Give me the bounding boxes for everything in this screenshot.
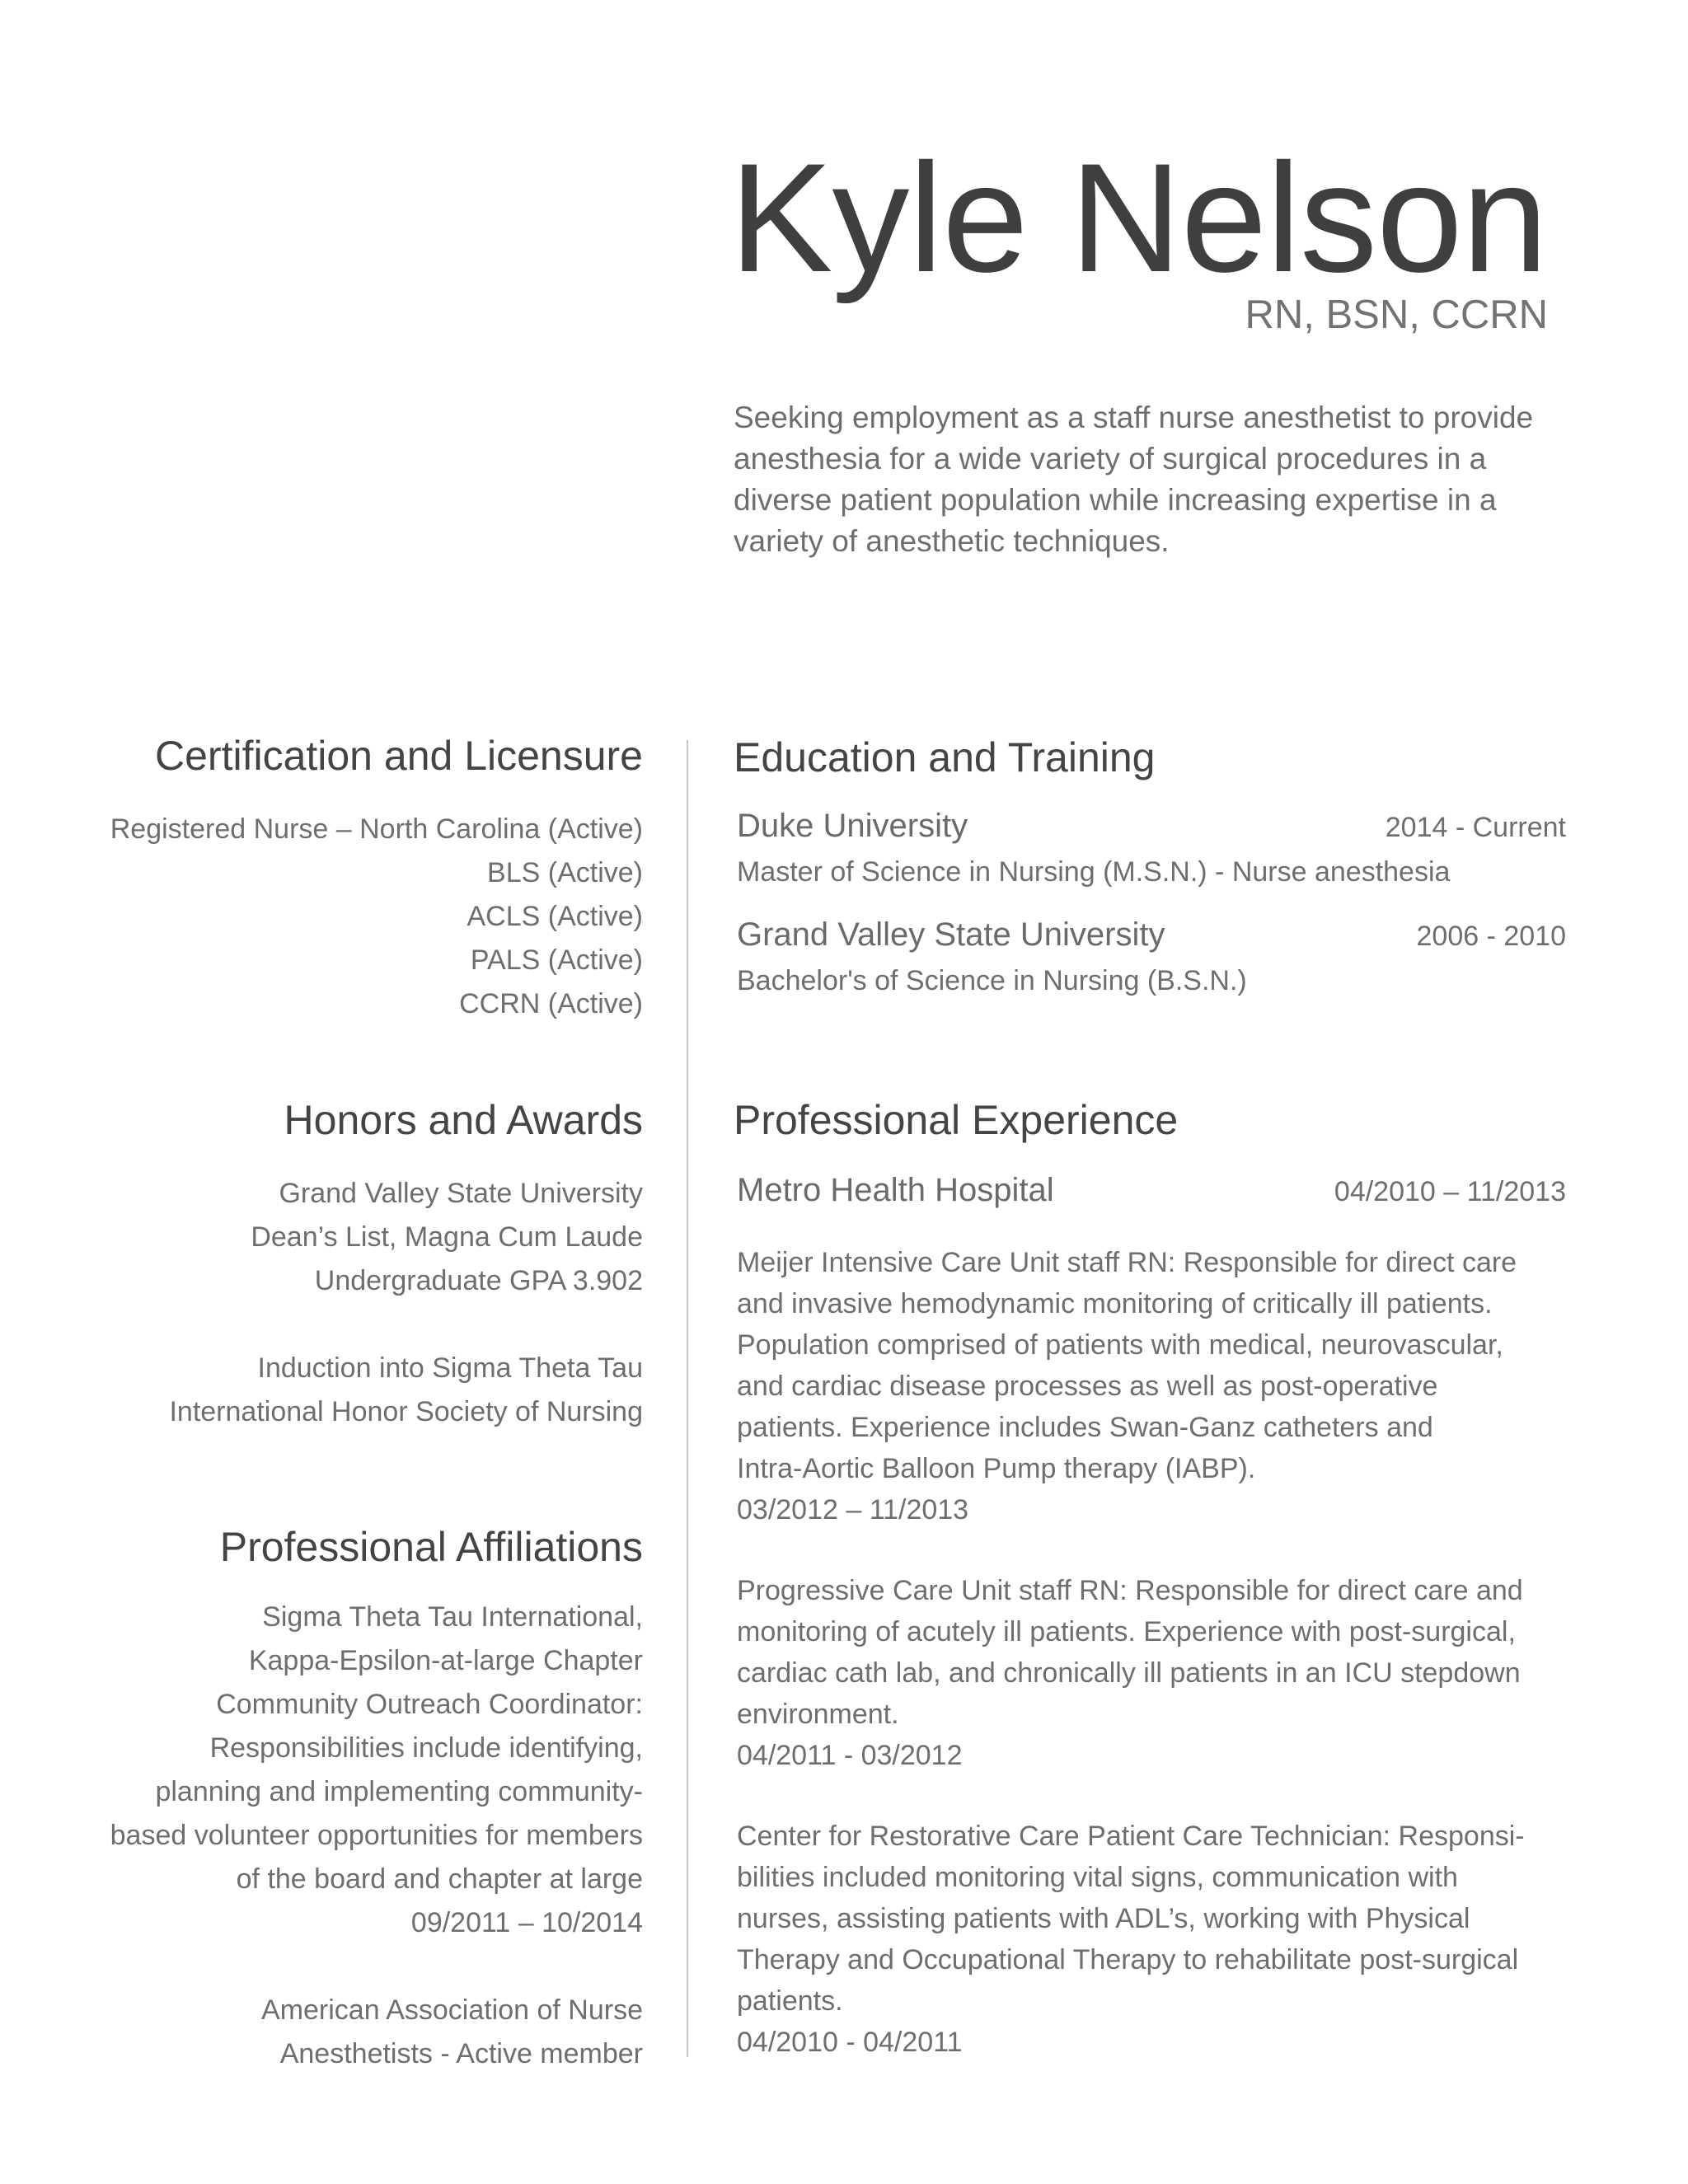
- position-line: Center for Restorative Care Patient Care Technician: Responsi-: [737, 1821, 1525, 1852]
- position-line: Intra-Aortic Balloon Pump therapy (IABP).: [737, 1453, 1256, 1484]
- credentials: RN, BSN, CCRN: [1245, 293, 1548, 337]
- honors-line: Undergraduate GPA 3.902: [314, 1265, 643, 1296]
- column-divider: [687, 740, 688, 2057]
- position-line: nurses, assisting patients with ADL’s, working with Physical: [737, 1903, 1470, 1934]
- honors-heading: Honors and Awards: [284, 1097, 643, 1143]
- position-block: [734, 1816, 1566, 2063]
- employer-row: [734, 1172, 1566, 1209]
- certification-section: [16, 735, 643, 1026]
- education-item: [734, 808, 1566, 888]
- position-line: Therapy and Occupational Therapy to rehabilitate post-surgical: [737, 1944, 1519, 1975]
- certification-item: ACLS (Active): [467, 901, 643, 932]
- certification-item: PALS (Active): [470, 944, 643, 976]
- education-dates: 2014 - Current: [1385, 812, 1566, 843]
- position-line: and invasive hemodynamic monitoring of critically ill patients.: [737, 1288, 1493, 1319]
- honors-line: Dean’s List, Magna Cum Laude: [251, 1221, 643, 1253]
- degree: Bachelor's of Science in Nursing (B.S.N.): [737, 965, 1247, 996]
- affiliations-section: [16, 1526, 643, 2076]
- employer-name: Metro Health Hospital: [737, 1172, 1054, 1208]
- spacer: [16, 1303, 643, 1347]
- experience-section: [734, 1099, 1566, 2063]
- position-line: bilities included monitoring vital signs, communication with: [737, 1862, 1458, 1893]
- education-heading: Education and Training: [734, 734, 1156, 780]
- degree: Master of Science in Nursing (M.S.N.) - Nurse anesthesia: [737, 856, 1451, 888]
- position-line: patients.: [737, 1985, 843, 2017]
- certification-item: Registered Nurse – North Carolina (Active): [110, 813, 643, 845]
- spacer: [16, 1945, 643, 1989]
- position-line: Meijer Intensive Care Unit staff RN: Responsible for direct care: [737, 1247, 1517, 1278]
- education-section: [734, 734, 1566, 997]
- affiliations-heading: Professional Affiliations: [219, 1524, 643, 1570]
- affiliations-line: based volunteer opportunities for members: [110, 1820, 643, 1851]
- education-item: [734, 916, 1566, 997]
- honors-list: [16, 1172, 643, 1434]
- position-line: and cardiac disease processes as well as post-operative: [737, 1371, 1438, 1402]
- institution-name: Grand Valley State University: [737, 916, 1165, 953]
- position-dates: 03/2012 – 11/2013: [737, 1494, 969, 1526]
- position-line: patients. Experience includes Swan-Ganz catheters and: [737, 1412, 1433, 1443]
- position-line: cardiac cath lab, and chronically ill patients in an ICU stepdown: [737, 1657, 1521, 1689]
- affiliations-line: Sigma Theta Tau International,: [262, 1601, 643, 1633]
- affiliations-line: planning and implementing community-: [155, 1776, 643, 1807]
- position-block: [734, 1570, 1566, 1776]
- affiliations-line: American Association of Nurse: [261, 1994, 643, 2026]
- experience-heading: Professional Experience: [734, 1097, 1179, 1143]
- affiliations-line: 09/2011 – 10/2014: [410, 1907, 643, 1938]
- employer-dates: 04/2010 – 11/2013: [1334, 1176, 1566, 1207]
- honors-line: Induction into Sigma Theta Tau: [257, 1352, 643, 1384]
- certification-list: [16, 808, 643, 1026]
- honors-section: [16, 1099, 643, 1434]
- affiliations-line: Anesthetists - Active member: [279, 2038, 643, 2069]
- candidate-name: Kyle Nelson: [729, 131, 1548, 304]
- education-dates: 2006 - 2010: [1416, 921, 1566, 952]
- position-block: [734, 1242, 1566, 1530]
- position-line: monitoring of acutely ill patients. Experience with post-surgical,: [737, 1616, 1516, 1647]
- honors-line: International Honor Society of Nursing: [169, 1396, 643, 1427]
- honors-line: Grand Valley State University: [279, 1178, 643, 1209]
- institution-name: Duke University: [737, 808, 968, 844]
- position-dates: 04/2011 - 03/2012: [737, 1740, 963, 1771]
- certification-item: BLS (Active): [487, 857, 643, 888]
- position-line: environment.: [737, 1699, 899, 1730]
- affiliations-line: Community Outreach Coordinator:: [216, 1689, 643, 1720]
- certification-item: CCRN (Active): [459, 988, 643, 1019]
- affiliations-line: Kappa-Epsilon-at-large Chapter: [248, 1645, 643, 1676]
- affiliations-list: [16, 1596, 643, 2076]
- position-line: Progressive Care Unit staff RN: Responsible for direct care and: [737, 1575, 1523, 1606]
- affiliations-line: of the board and chapter at large: [236, 1863, 643, 1895]
- affiliations-line: Responsibilities include identifying,: [209, 1732, 643, 1764]
- objective-statement: Seeking employment as a staff nurse anesthetist to provide anesthesia for a wide variety of surgical procedures in a diverse patient population while increasing expertise in a variety of anesthetic techniques.: [734, 401, 1534, 558]
- certification-heading: Certification and Licensure: [155, 733, 643, 779]
- position-dates: 04/2010 - 04/2011: [737, 2027, 963, 2058]
- position-line: Population comprised of patients with medical, neurovascular,: [737, 1329, 1503, 1361]
